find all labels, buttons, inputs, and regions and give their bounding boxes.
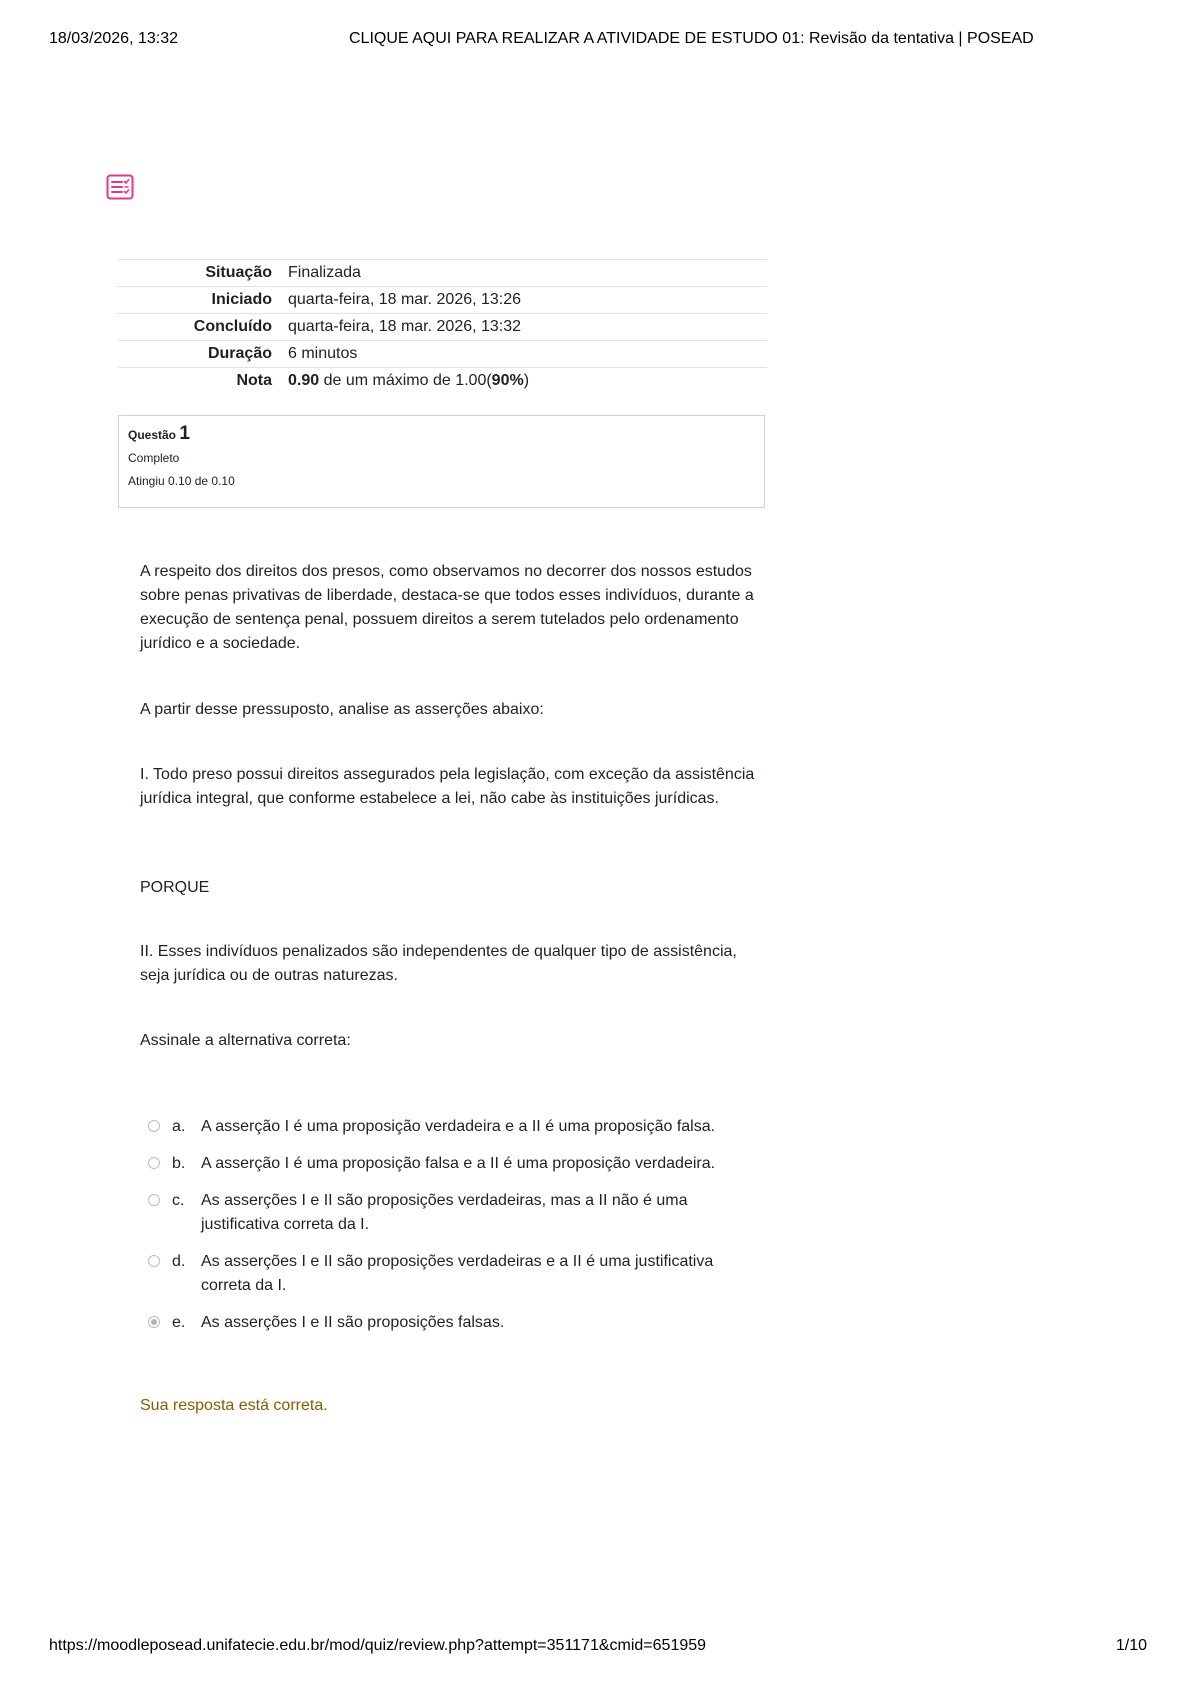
question-paragraph: Assinale a alternativa correta: — [140, 1032, 351, 1049]
quiz-list-icon — [106, 174, 134, 202]
answer-letter: e. — [172, 1314, 186, 1331]
summary-row-grade — [118, 368, 767, 395]
print-page-number: 1/10 — [1115, 1637, 1147, 1654]
summary-row-duration — [118, 341, 767, 368]
question-paragraph: A respeito dos direitos dos presos, como observamos no decorrer dos nossos estudos sobre penas privativas de liberdade, destaca-se que todos esses indivíduos, durante a execução de sentença penal, possuem direitos a serem tutelados pelo ordenamento jurídico e a sociedade. — [140, 563, 754, 652]
answer-letter: c. — [172, 1192, 185, 1209]
answer-text: A asserção I é uma proposição verdadeira e a II é uma proposição falsa. — [201, 1118, 716, 1135]
answer-text: A asserção I é uma proposição falsa e a II é uma proposição verdadeira. — [201, 1155, 716, 1172]
summary-value: quarta-feira, 18 mar. 2026, 13:26 — [288, 291, 522, 308]
summary-row-started — [118, 287, 767, 314]
grade-score: 0.90 — [288, 372, 320, 389]
summary-grade-value — [280, 368, 767, 395]
radio-button[interactable] — [148, 1120, 160, 1132]
answer-text: As asserções I e II são proposições verdadeiras e a II é uma justificativa correta da I. — [201, 1253, 714, 1294]
summary-row-status — [118, 260, 767, 287]
grade-middle: de um máximo de 1.00( — [319, 372, 492, 389]
summary-row-completed — [118, 314, 767, 341]
question-prefix: Questão — [128, 428, 177, 442]
grade-percent: 90% — [491, 372, 524, 389]
print-footer — [49, 1637, 1147, 1659]
answer-text: As asserções I e II são proposições falsas. — [201, 1314, 505, 1331]
print-header — [49, 30, 1152, 52]
print-url: https://moodleposead.unifatecie.edu.br/mod/quiz/review.php?attempt=351171&cmid=651959 — [49, 1637, 707, 1654]
radio-button[interactable] — [148, 1194, 160, 1206]
radio-button[interactable] — [148, 1255, 160, 1267]
question-paragraph: II. Esses indivíduos penalizados são independentes de qualquer tipo de assistência, seja jurídica ou de outras naturezas. — [140, 943, 737, 984]
summary-label: Nota — [236, 372, 272, 389]
summary-label: Iniciado — [211, 291, 272, 308]
answer-letter: d. — [172, 1253, 186, 1270]
radio-button-selected[interactable] — [148, 1316, 160, 1328]
summary-label: Duração — [207, 345, 272, 362]
grade-close: ) — [523, 372, 530, 389]
print-page-title: CLIQUE AQUI PARA REALIZAR A ATIVIDADE DE ESTUDO 01: Revisão da tentativa | POSEAD — [349, 30, 1034, 47]
summary-value: 6 minutos — [288, 345, 358, 362]
summary-label: Concluído — [193, 318, 272, 335]
question-mark: Atingiu 0.10 de 0.10 — [128, 474, 235, 488]
answer-text: As asserções I e II são proposições verdadeiras, mas a II não é uma justificativa correta da I. — [201, 1192, 688, 1233]
answer-letter: a. — [172, 1118, 186, 1135]
summary-value: Finalizada — [288, 264, 361, 281]
question-state: Completo — [128, 451, 180, 465]
question-paragraph: PORQUE — [140, 879, 210, 896]
question-number — [128, 423, 755, 445]
radio-button[interactable] — [148, 1157, 160, 1169]
question-info-box — [118, 415, 765, 508]
print-datetime: 18/03/2026, 13:32 — [49, 30, 179, 47]
answer-letter: b. — [172, 1155, 186, 1172]
question-paragraph: A partir desse pressuposto, analise as asserções abaixo: — [140, 701, 544, 718]
question-number-value: 1 — [179, 423, 190, 444]
answer-feedback: Sua resposta está correta. — [140, 1397, 328, 1414]
summary-label: Situação — [205, 264, 272, 281]
question-paragraph: I. Todo preso possui direitos assegurados pela legislação, com exceção da assistência jurídica integral, que conforme estabelece a lei, não cabe às instituições jurídicas. — [140, 766, 755, 807]
summary-value: quarta-feira, 18 mar. 2026, 13:32 — [288, 318, 522, 335]
attempt-summary-table — [118, 259, 767, 394]
